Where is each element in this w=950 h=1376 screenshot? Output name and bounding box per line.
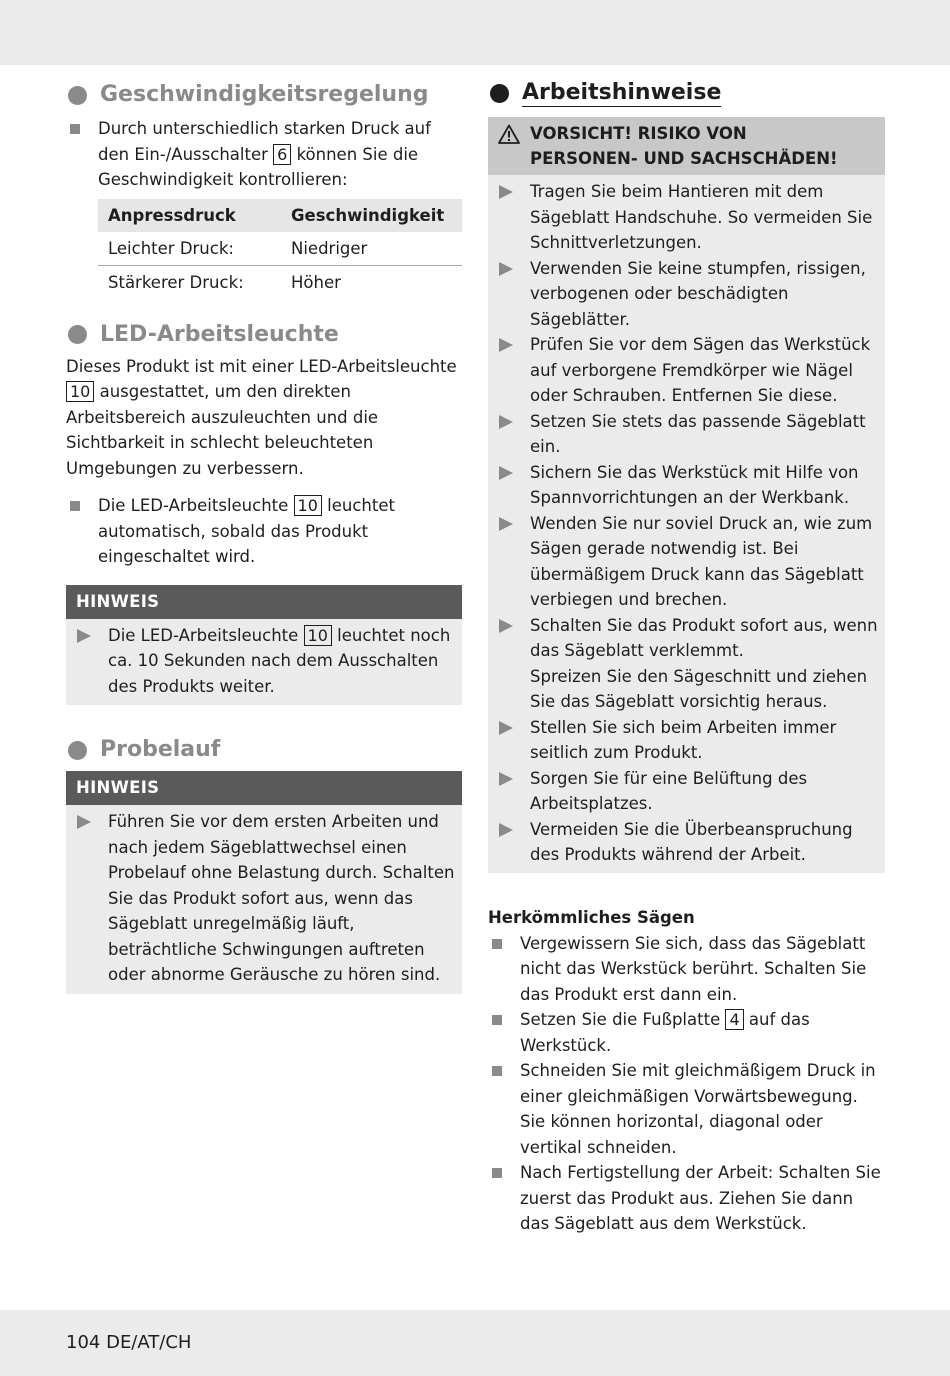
note-title: HINWEIS xyxy=(66,585,462,619)
arrow-bullet-icon xyxy=(499,466,513,480)
square-bullet-icon xyxy=(492,939,502,949)
pressure-speed-table xyxy=(98,199,462,300)
warning-item: Stellen Sie sich beim Arbeiten immer seitlich zum Produkt. xyxy=(488,715,885,766)
left-column xyxy=(66,80,462,994)
table-cell: Leichter Druck: xyxy=(98,232,281,266)
sawing-item: Setzen Sie die Fußplatte 4 auf das Werkstück. xyxy=(488,1007,885,1058)
sawing-heading: Herkömmliches Sägen xyxy=(488,907,695,927)
warning-item: Sorgen Sie für eine Belüftung des Arbeitsplatzes. xyxy=(488,766,885,817)
square-bullet-icon xyxy=(492,1015,502,1025)
warning-title-line: VORSICHT! RISIKO VON xyxy=(530,124,747,143)
arrow-bullet-icon xyxy=(499,517,513,531)
warning-triangle-icon xyxy=(498,121,522,171)
table-cell: Höher xyxy=(291,273,341,293)
table-row xyxy=(98,232,462,266)
arrow-bullet-icon xyxy=(499,721,513,735)
led-heading: LED-Arbeitsleuchte xyxy=(68,320,462,350)
sawing-item: Vergewissern Sie sich, dass das Sägeblatt nicht das Werkstück berührt. Schalten Sie das Produkt erst dann ein. xyxy=(488,931,885,1008)
part-ref: 10 xyxy=(304,625,332,646)
bullet-dot-icon xyxy=(490,84,509,103)
warning-box xyxy=(488,117,885,873)
arrow-bullet-icon xyxy=(499,415,513,429)
warning-item: Vermeiden Sie die Überbeanspruchung des Produkts während der Arbeit. xyxy=(488,817,885,868)
arrow-bullet-icon xyxy=(499,262,513,276)
warning-item: Prüfen Sie vor dem Sägen das Werkstück auf verborgene Fremdkörper wie Nägel oder Schrauben. Entfernen Sie diese. xyxy=(488,332,885,409)
square-bullet-icon xyxy=(492,1066,502,1076)
part-ref: 10 xyxy=(66,381,94,402)
warning-item: Schalten Sie das Produkt sofort aus, wenn das Sägeblatt verklemmt. Spreizen Sie den Sägeschnitt und ziehen Sie das Sägeblatt vorsichtig heraus. xyxy=(488,613,885,715)
table-cell: Stärkerer Druck: xyxy=(108,273,244,293)
part-ref: 6 xyxy=(273,144,291,165)
arrow-bullet-icon xyxy=(77,629,91,643)
note-title: HINWEIS xyxy=(66,771,462,805)
table-header-cell: Geschwindigkeit xyxy=(281,199,462,232)
square-bullet-icon xyxy=(70,124,80,134)
test-run-note-box xyxy=(66,771,462,994)
work-notes-heading: Arbeitshinweise xyxy=(490,80,885,107)
warning-title xyxy=(488,117,885,175)
table-row xyxy=(98,266,462,300)
page-number: 104 DE/AT/CH xyxy=(66,1332,192,1353)
arrow-bullet-icon xyxy=(77,815,91,829)
speed-heading: Geschwindigkeitsregelung xyxy=(68,80,462,110)
bullet-dot-icon xyxy=(68,86,87,105)
arrow-bullet-icon xyxy=(499,823,513,837)
sawing-item: Schneiden Sie mit gleichmäßigem Druck in einer gleichmäßigen Vorwärtsbewegung. Sie können horizontal, diagonal oder vertikal schneiden. xyxy=(488,1058,885,1160)
warning-item: Verwenden Sie keine stumpfen, rissigen, verbogenen oder beschädigten Sägeblätter. xyxy=(488,256,885,333)
arrow-bullet-icon xyxy=(499,772,513,786)
table-cell: Niedriger xyxy=(281,232,462,266)
right-column xyxy=(488,80,885,1237)
sawing-item: Nach Fertigstellung der Arbeit: Schalten Sie zuerst das Produkt aus. Ziehen Sie dann das Sägeblatt aus dem Werkstück. xyxy=(488,1160,885,1237)
warning-title-line: PERSONEN- UND SACHSCHÄDEN! xyxy=(530,149,838,168)
warning-item: Setzen Sie stets das passende Sägeblatt ein. xyxy=(488,409,885,460)
led-note-box xyxy=(66,585,462,706)
warning-item: Tragen Sie beim Hantieren mit dem Sägeblatt Handschuhe. So vermeiden Sie Schnittverletzungen. xyxy=(488,179,885,256)
note-item: Führen Sie vor dem ersten Arbeiten und nach jedem Sägeblattwechsel einen Probelauf ohne Belastung durch. Schalten Sie das Produkt sofort aus, wenn das Sägeblatt unregelmäßig läuft, beträchtliche Schwingungen auftreten oder abnorme Geräusche zu hören sind. xyxy=(66,809,462,988)
part-ref: 4 xyxy=(725,1009,743,1030)
table-header-cell: Anpressdruck xyxy=(98,199,281,232)
test-run-heading: Probelauf xyxy=(68,735,462,765)
note-item: Die LED-Arbeitsleuchte 10 leuchtet noch ca. 10 Sekunden nach dem Ausschalten des Produkts weiter. xyxy=(66,623,462,700)
led-paragraph: Dieses Produkt ist mit einer LED-Arbeitsleuchte 10 ausgestattet, um den direkten Arbeitsbereich auszuleuchten und die Sichtbarkeit in schlecht beleuchteten Umgebungen zu verbessern. xyxy=(66,356,457,478)
arrow-bullet-icon xyxy=(499,338,513,352)
bullet-dot-icon xyxy=(68,325,87,344)
part-ref: 10 xyxy=(294,495,322,516)
arrow-bullet-icon xyxy=(499,619,513,633)
square-bullet-icon xyxy=(492,1168,502,1178)
bullet-dot-icon xyxy=(68,741,87,760)
square-bullet-icon xyxy=(70,501,80,511)
speed-bullet: Durch unterschiedlich starken Druck auf den Ein-/Ausschalter 6 können Sie die Geschwindigkeit kontrollieren: xyxy=(66,116,462,193)
header-band xyxy=(0,0,950,65)
table-header-row xyxy=(98,199,462,232)
warning-item: Wenden Sie nur soviel Druck an, wie zum Sägen gerade notwendig ist. Bei übermäßigem Druck kann das Sägeblatt verbiegen und brechen. xyxy=(488,511,885,613)
led-bullet: Die LED-Arbeitsleuchte 10 leuchtet automatisch, sobald das Produkt eingeschaltet wird. xyxy=(66,493,462,570)
arrow-bullet-icon xyxy=(499,185,513,199)
warning-item: Sichern Sie das Werkstück mit Hilfe von Spannvorrichtungen an der Werkbank. xyxy=(488,460,885,511)
